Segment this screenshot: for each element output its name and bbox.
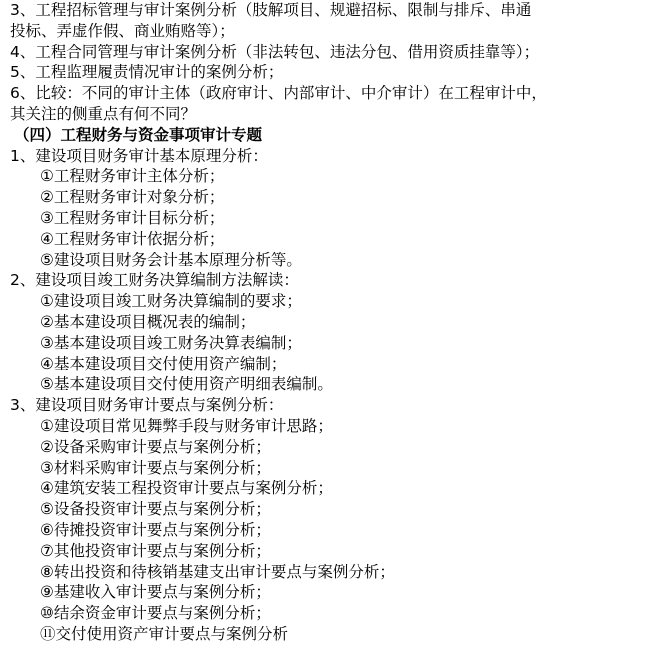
group-1-item-4: ④工程财务审计依据分析； xyxy=(40,229,225,248)
item-3-line-2: 投标、弄虚作假、商业贿赂等）； xyxy=(10,21,235,40)
group-1-title: 1、建设项目财务审计基本原理分析： xyxy=(10,146,268,165)
group-3-item-7: ⑦其他投资审计要点与案例分析； xyxy=(40,541,271,560)
item-4: 4、工程合同管理与审计案例分析（非法转包、违法分包、借用资质挂靠等）； xyxy=(10,42,540,61)
group-3-item-9: ⑨基建收入审计要点与案例分析； xyxy=(40,583,271,602)
group-3-item-4: ④建筑安装工程投资审计要点与案例分析； xyxy=(40,479,333,498)
group-2-item-3: ③基本建设项目竣工财务决算表编制； xyxy=(40,333,302,352)
group-2-item-4: ④基本建设项目交付使用资产编制； xyxy=(40,354,287,373)
group-3-item-10: ⑩结余资金审计要点与案例分析； xyxy=(40,604,271,623)
item-5: 5、工程监理履责情况审计的案例分析； xyxy=(10,63,284,82)
item-3-line-1: 3、工程招标管理与审计案例分析（肢解项目、规避招标、限制与排斥、串通 xyxy=(10,1,532,19)
section-4-heading: （四）工程财务与资金事项审计专题 xyxy=(14,125,263,144)
group-2-item-2: ②基本建设项目概况表的编制； xyxy=(40,313,256,331)
group-1-item-5: ⑤建设项目财务会计基本原理分析等。 xyxy=(40,250,302,269)
item-6-line-2: 其关注的侧重点有何不同？ xyxy=(10,105,197,123)
group-3-item-3: ③材料采购审计要点与案例分析； xyxy=(40,458,271,477)
group-2-item-5: ⑤基本建设项目交付使用资产明细表编制。 xyxy=(40,375,333,394)
group-1-item-1: ①工程财务审计主体分析； xyxy=(40,167,225,186)
group-3-item-5: ⑤设备投资审计要点与案例分析； xyxy=(40,500,271,519)
group-2-item-1: ①建设项目竣工财务决算编制的要求； xyxy=(40,292,302,311)
group-1-item-2: ②工程财务审计对象分析； xyxy=(40,188,225,207)
group-3-item-1: ①建设项目常见舞弊手段与财务审计思路； xyxy=(40,417,333,435)
group-1-item-3: ③工程财务审计目标分析； xyxy=(40,209,225,227)
item-6-line-1: 6、比较：不同的审计主体（政府审计、内部审计、中介审计）在工程审计中， xyxy=(10,84,547,103)
group-3-item-11: ⑪交付使用资产审计要点与案例分析 xyxy=(40,625,289,643)
group-3-item-6: ⑥待摊投资审计要点与案例分析； xyxy=(40,521,271,539)
group-3-title: 3、建设项目财务审计要点与案例分析： xyxy=(10,396,284,415)
group-2-title: 2、建设项目竣工财务决算编制方法解读： xyxy=(10,271,299,290)
group-3-item-2: ②设备采购审计要点与案例分析； xyxy=(40,437,271,456)
group-3-item-8: ⑧转出投资和待核销基建支出审计要点与案例分析； xyxy=(40,562,395,581)
